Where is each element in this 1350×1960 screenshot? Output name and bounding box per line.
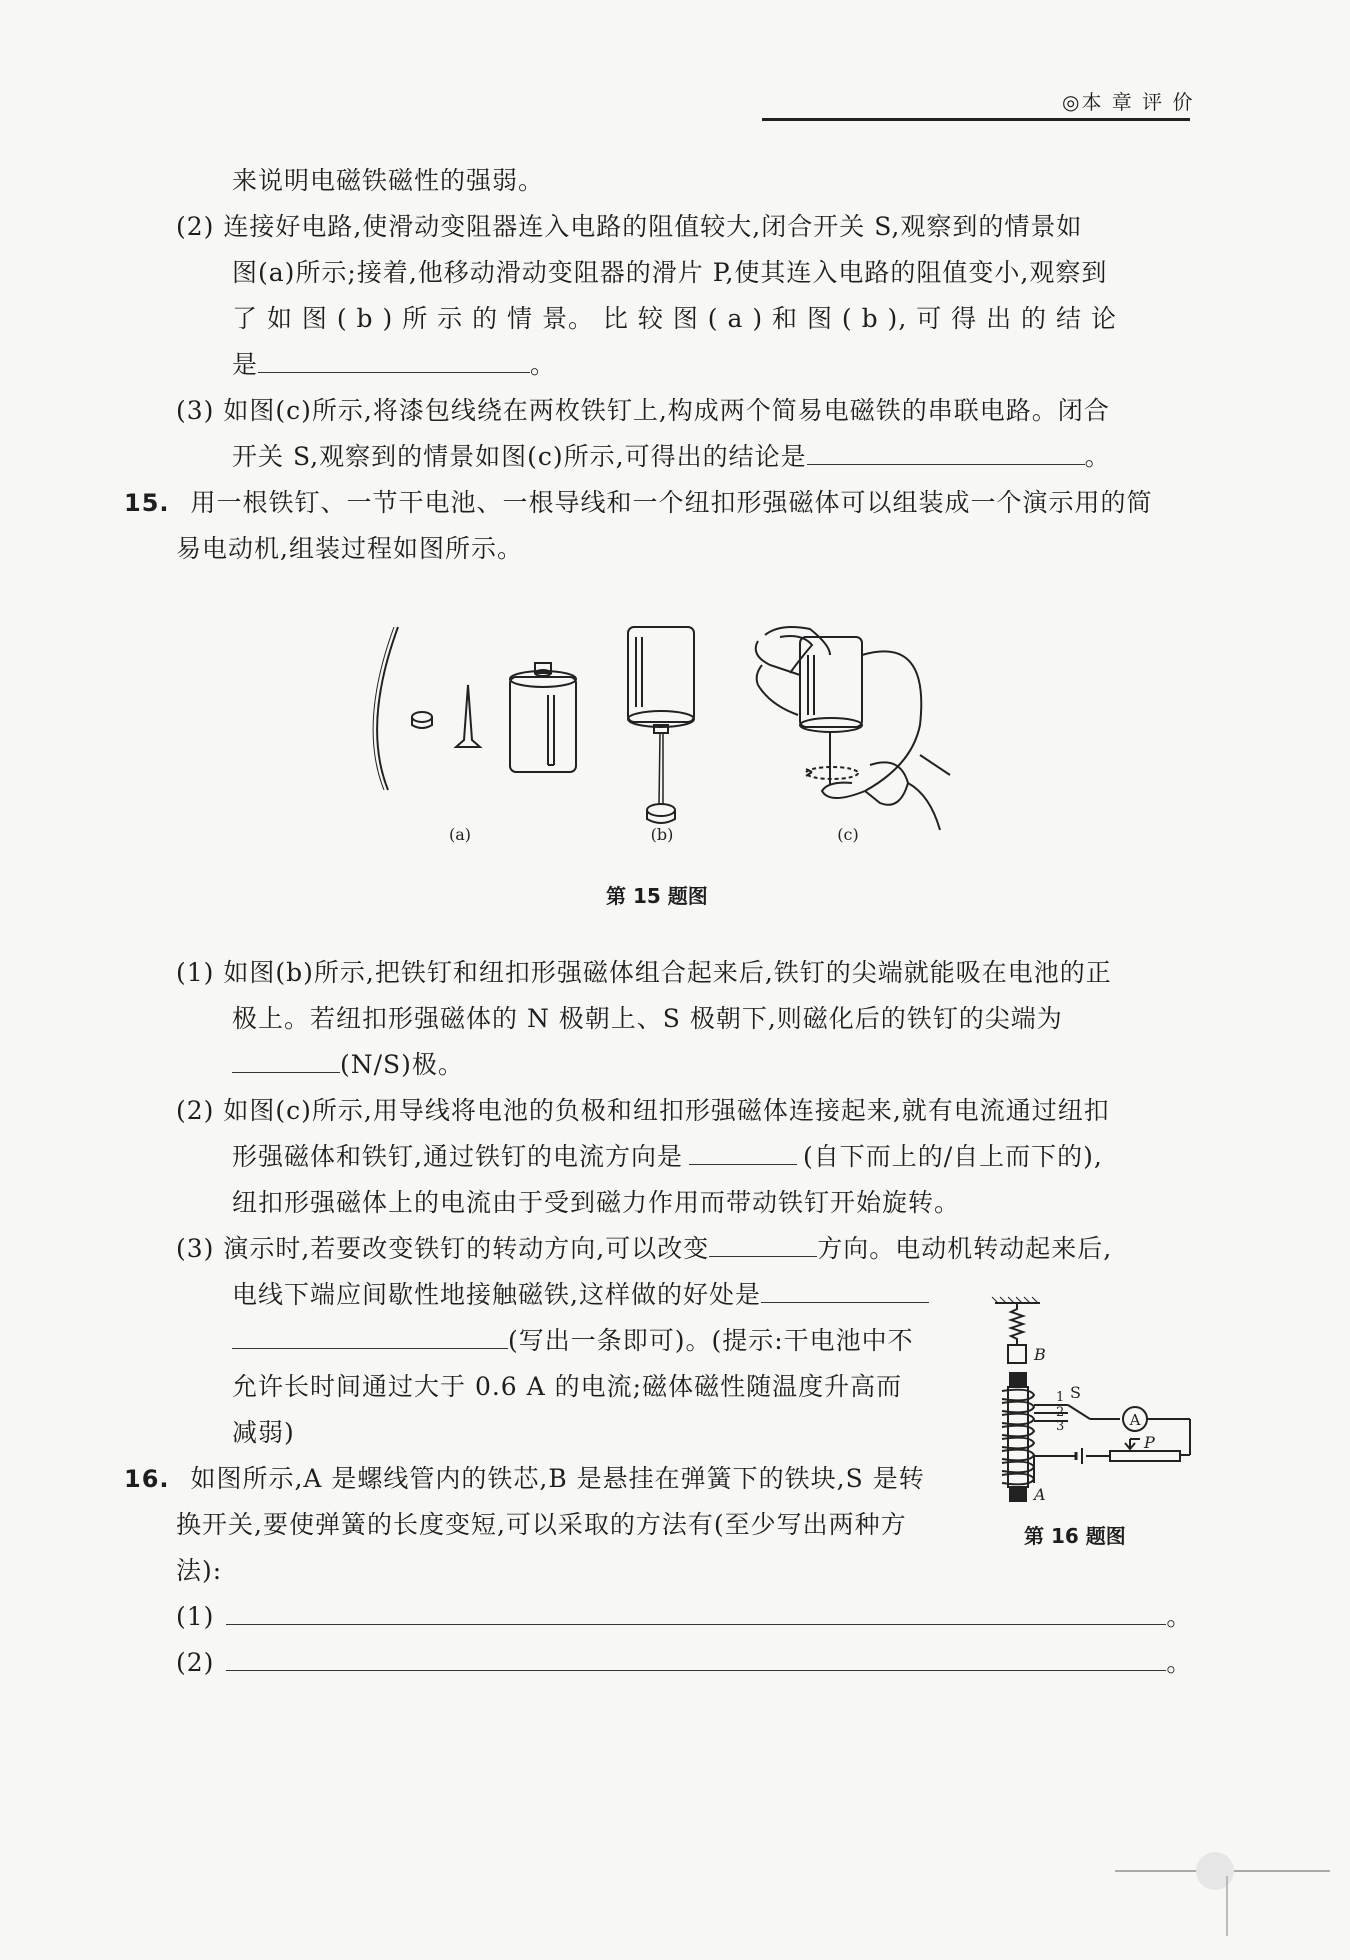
q15-part1-line-3: (N/S)极。 — [232, 1042, 464, 1088]
nail-drawing — [456, 685, 480, 747]
q15-part1-line-1: (1) 如图(b)所示,把铁钉和纽扣形强磁体组合起来后,铁钉的尖端就能吸在电池的正 — [176, 958, 1112, 987]
magnet-drawing — [412, 712, 432, 722]
figure-16-caption: 第 16 题图 — [1024, 1524, 1126, 1548]
label-A-core: A — [1034, 1485, 1046, 1504]
q15-part2-line-2: 形强磁体和铁钉,通过铁钉的电流方向是 (自下而上的/自上而下的), — [232, 1134, 1103, 1180]
answer-line-q16-1[interactable] — [226, 1596, 1166, 1625]
q14-part2-line-2: 图(a)所示;接着,他移动滑动变阻器的滑片 P,使其连入电路的阻值变小,观察到 — [232, 258, 1108, 287]
q14-part2-line-1: (2) 连接好电路,使滑动变阻器连入电路的阻值较大,闭合开关 S,观察到的情景如 — [176, 212, 1083, 241]
page-number-badge — [1196, 1852, 1234, 1890]
q15-part3-line-3: (写出一条即可)。(提示:干电池中不 — [232, 1318, 914, 1364]
label-P: P — [1144, 1433, 1155, 1452]
q16-line-3: 法): — [176, 1556, 223, 1585]
q16-line-1 — [124, 1456, 925, 1502]
q14-part3-line-2: 开关 S,观察到的情景如图(c)所示,可得出的结论是 。 — [232, 434, 1111, 480]
figure-16 — [990, 1295, 1200, 1510]
q16-text-1: 如图所示,A 是螺线管内的铁芯,B 是悬挂在弹簧下的铁块,S 是转 — [190, 1464, 925, 1493]
answer-blank-q14-3[interactable] — [807, 436, 1085, 465]
label-S: S — [1070, 1383, 1081, 1402]
ammeter-label: A — [1129, 1411, 1141, 1429]
header-rule — [762, 118, 1190, 121]
section-header: ◎本 章 评 价 — [1062, 90, 1195, 114]
answer-blank-q15-3c[interactable] — [232, 1320, 508, 1349]
wire-drawing — [377, 627, 398, 790]
tap-1: 1 — [1056, 1390, 1065, 1405]
q14-part2-text: 是 — [232, 350, 259, 379]
q14-part3-text: 开关 S,观察到的情景如图(c)所示,可得出的结论是 — [232, 442, 807, 471]
answer-blank-q15-3b[interactable] — [761, 1274, 929, 1303]
tap-2: 2 — [1056, 1405, 1065, 1420]
answer-blank-q14-2[interactable] — [258, 344, 530, 373]
q14-part2-line-3: 了 如 图 ( b ) 所 示 的 情 景。 比 较 图 ( a ) 和 图 ( b ), 可 得 出 的 结 论 — [232, 304, 1117, 333]
q15-part3-line-4: 允许长时间通过大于 0.6 A 的电流;磁体磁性随温度升高而 — [232, 1372, 903, 1401]
q14-part3-line-1: (3) 如图(c)所示,将漆包线绕在两枚铁钉上,构成两个简易电磁铁的串联电路。闭合 — [176, 396, 1110, 425]
q16-answer-1: (1) 。 — [176, 1594, 1192, 1640]
q15-part3-line-5: 减弱) — [232, 1418, 295, 1447]
rheostat-drawing — [1110, 1451, 1180, 1461]
solenoid-drawing — [1002, 1387, 1034, 1487]
figure-15 — [360, 615, 960, 855]
q15-line-2: 易电动机,组装过程如图所示。 — [176, 534, 523, 563]
battery-with-nail-drawing — [628, 627, 694, 823]
q15-part3-line-1: (3) 演示时,若要改变铁钉的转动方向,可以改变 方向。电动机转动起来后, — [176, 1226, 1112, 1272]
q14-part2-line-4: 是 。 — [232, 342, 556, 388]
question-number-16: 16. — [124, 1465, 170, 1493]
figure-label-a: (a) — [448, 825, 472, 844]
spring-drawing — [1011, 1303, 1023, 1345]
footer-vertical-rule — [1226, 1876, 1228, 1936]
q15-part3-line-2: 电线下端应间歇性地接触磁铁,这样做的好处是 — [232, 1272, 929, 1318]
q15-part2-line-1: (2) 如图(c)所示,用导线将电池的负极和纽扣形强磁体连接起来,就有电流通过纽扣 — [176, 1096, 1110, 1125]
question-number-15: 15. — [124, 489, 170, 517]
label-B: B — [1034, 1345, 1046, 1364]
figure-label-c: (c) — [837, 825, 859, 844]
q15-part2-line-3: 纽扣形强磁体上的电流由于受到磁力作用而带动铁钉开始旋转。 — [232, 1188, 961, 1217]
answer-line-q16-2[interactable] — [226, 1642, 1166, 1671]
switch-S — [1068, 1405, 1090, 1419]
q15-text-1: 用一根铁钉、一节干电池、一根导线和一个纽扣形强磁体可以组装成一个演示用的简 — [190, 488, 1153, 517]
answer-blank-q15-2[interactable] — [689, 1136, 797, 1165]
q14-line-0: 来说明电磁铁磁性的强弱。 — [232, 166, 545, 195]
figure-15-caption: 第 15 题图 — [606, 884, 708, 908]
figure-label-b: (b) — [650, 825, 674, 844]
q16-line-2: 换开关,要使弹簧的长度变短,可以采取的方法有(至少写出两种方 — [176, 1510, 907, 1539]
answer-blank-q15-1[interactable] — [232, 1044, 340, 1073]
answer-blank-q15-3a[interactable] — [709, 1228, 817, 1257]
iron-block-B — [1008, 1345, 1026, 1363]
q15-part1-line-2: 极上。若纽扣形强磁体的 N 极朝上、S 极朝下,则磁化后的铁钉的尖端为 — [232, 1004, 1063, 1033]
q16-answer-2: (2) 。 — [176, 1640, 1192, 1686]
tap-3: 3 — [1056, 1419, 1065, 1434]
hand-motor-drawing — [756, 627, 950, 830]
q15-line-1 — [124, 480, 1152, 526]
battery-drawing — [510, 663, 576, 772]
